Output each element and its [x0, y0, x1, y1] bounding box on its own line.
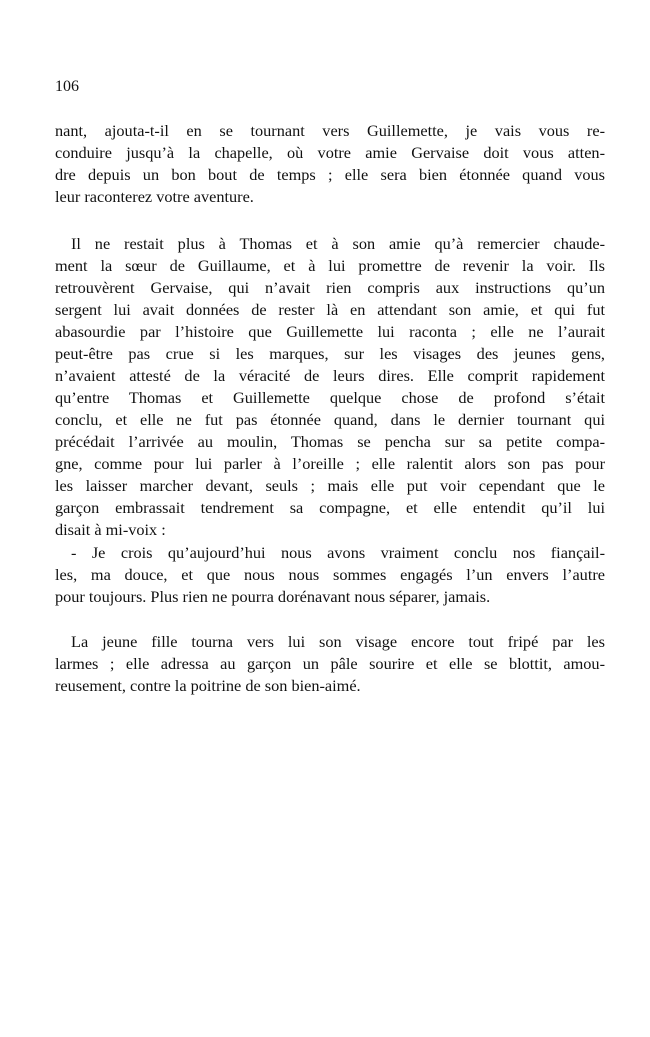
text-line: garçon embrassait tendrement sa compagne, et elle entendit qu’il lui — [55, 498, 605, 517]
text-line: larmes ; elle adressa au garçon un pâle sourire et elle se blottit, amou- — [55, 654, 605, 673]
text-line: ment la sœur de Guillaume, et à lui promettre de revenir la voir. Ils — [55, 256, 605, 275]
text-line: peut-être pas crue si les marques, sur les visages des jeunes gens, — [55, 344, 605, 363]
text-line: dre depuis un bon bout de temps ; elle sera bien étonnée quand vous — [55, 165, 605, 184]
paragraph-4 — [55, 631, 605, 697]
text-line: qu’entre Thomas et Guillemette quelque chose de profond s’était — [55, 388, 605, 407]
paragraph-2 — [55, 233, 605, 541]
text-line: précédait l’arrivée au moulin, Thomas se pencha sur sa petite compa- — [55, 432, 605, 451]
text-line: retrouvèrent Gervaise, qui n’avait rien compris aux instructions qu’un — [55, 278, 605, 297]
text-line: disait à mi-voix : — [55, 520, 166, 539]
paragraph-3 — [55, 542, 605, 608]
page-number: 106 — [55, 78, 79, 95]
text-line: abasourdie par l’histoire que Guillemette lui raconta ; elle ne l’aurait — [55, 322, 605, 341]
text-line: n’avaient attesté de la véracité de leurs dires. Elle comprit rapidement — [55, 366, 605, 385]
text-line: conduire jusqu’à la chapelle, où votre amie Gervaise doit vous atten- — [55, 143, 605, 162]
text-line: gne, comme pour lui parler à l’oreille ; elle ralentit alors son pas pour — [55, 454, 605, 473]
text-line: nant, ajouta-t-il en se tournant vers Guillemette, je vais vous re- — [55, 121, 605, 140]
text-line: sergent lui avait données de rester là en attendant son amie, et qui fut — [55, 300, 605, 319]
text-line: La jeune fille tourna vers lui son visage encore tout fripé par les — [71, 632, 605, 651]
text-line: Il ne restait plus à Thomas et à son amie qu’à remercier chaude- — [71, 234, 605, 253]
text-line: les, ma douce, et que nous nous sommes engagés l’un envers l’autre — [55, 565, 605, 584]
text-line: - Je crois qu’aujourd’hui nous avons vraiment conclu nos fiançail- — [71, 543, 605, 562]
text-line: reusement, contre la poitrine de son bien-aimé. — [55, 676, 361, 695]
text-line: les laisser marcher devant, seuls ; mais elle put voir cependant que le — [55, 476, 605, 495]
paragraph-1 — [55, 120, 605, 208]
text-line: conclu, et elle ne fut pas étonnée quand, dans le dernier tournant qui — [55, 410, 605, 429]
text-line: leur raconterez votre aventure. — [55, 187, 254, 206]
text-line: pour toujours. Plus rien ne pourra dorénavant nous séparer, jamais. — [55, 587, 491, 606]
